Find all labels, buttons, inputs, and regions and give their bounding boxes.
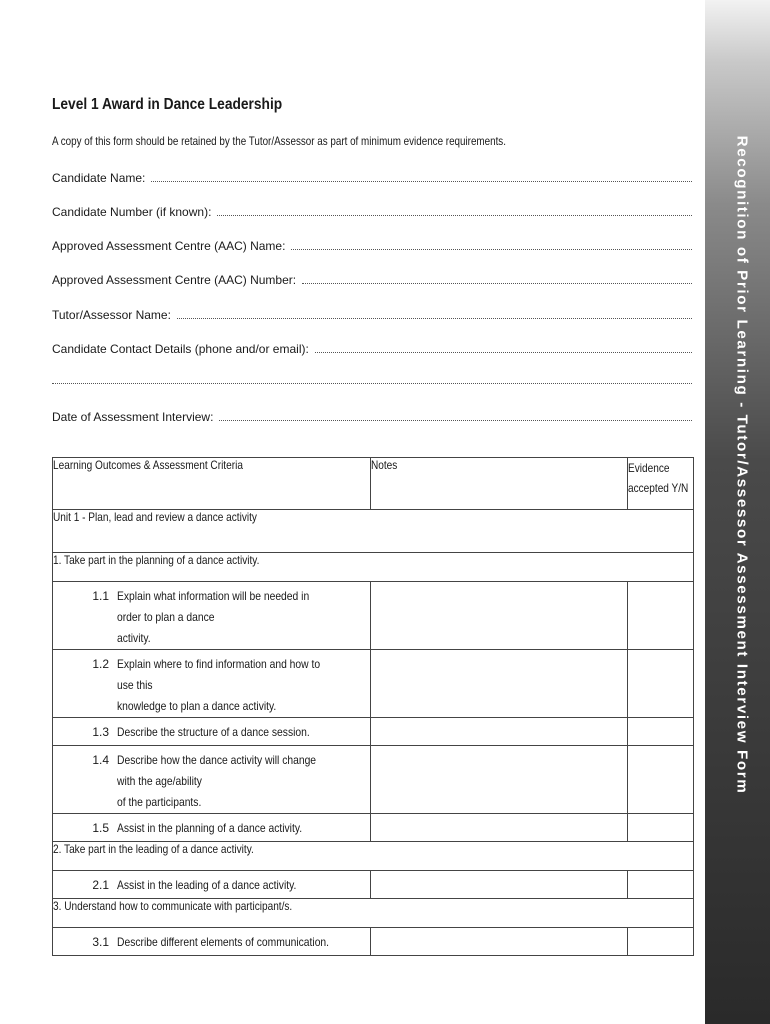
criterion-text: Describe different elements of communication. (117, 935, 330, 949)
criterion-number: 1.2 (92, 657, 109, 671)
criterion-text: Assist in the leading of a dance activity. (117, 878, 297, 892)
field-label: Candidate Contact Details (phone and/or email): (52, 342, 309, 356)
unit-title: Unit 1 - Plan, lead and review a dance activity (53, 510, 694, 553)
criterion-cell (53, 582, 371, 650)
dotted-line (151, 181, 692, 182)
table-header-row (53, 458, 694, 510)
criterion-number: 1.1 (92, 589, 109, 603)
criterion-text: of the participants. (117, 795, 202, 809)
evidence-cell[interactable] (628, 928, 694, 956)
notes-header: Notes (371, 458, 628, 510)
table-row (53, 871, 694, 899)
evidence-cell[interactable] (628, 582, 694, 650)
contact-details-field[interactable] (52, 338, 692, 356)
sidebar-title: Recognition of Prior Learning - Tutor/Assessor Assessment Interview Form (733, 135, 751, 795)
outcome-title: 1. Take part in the planning of a dance activity. (53, 553, 694, 582)
dotted-line (302, 283, 692, 284)
notes-cell[interactable] (371, 814, 628, 842)
evidence-cell[interactable] (628, 814, 694, 842)
criterion-text: knowledge to plan a dance activity. (117, 699, 277, 713)
field-label: Approved Assessment Centre (AAC) Name: (52, 239, 286, 253)
criterion-number: 2.1 (92, 878, 109, 892)
outcome-row (53, 899, 694, 928)
contact-details-continuation-line[interactable] (52, 383, 692, 384)
criterion-number: 1.5 (92, 821, 109, 835)
unit-row (53, 510, 694, 553)
notes-cell[interactable] (371, 746, 628, 814)
criterion-text: Explain where to find information and how to use this (117, 657, 321, 692)
evidence-cell[interactable] (628, 718, 694, 746)
table-row (53, 718, 694, 746)
notes-cell[interactable] (371, 871, 628, 899)
field-label: Date of Assessment Interview: (52, 410, 214, 424)
aac-name-field[interactable] (52, 235, 692, 253)
evidence-cell[interactable] (628, 746, 694, 814)
outcome-title: 2. Take part in the leading of a dance activity. (53, 842, 694, 871)
criterion-text: Describe how the dance activity will change with the age/ability (117, 753, 317, 788)
dotted-line (291, 249, 692, 250)
field-label: Candidate Name: (52, 171, 146, 185)
dotted-line (219, 420, 692, 421)
outcome-title: 3. Understand how to communicate with participant/s. (53, 899, 694, 928)
aac-number-field[interactable] (52, 269, 692, 287)
field-label: Tutor/Assessor Name: (52, 308, 171, 322)
notes-cell[interactable] (371, 582, 628, 650)
table-row (53, 746, 694, 814)
table-row (53, 814, 694, 842)
criterion-cell (53, 718, 371, 746)
criterion-text: activity. (117, 631, 151, 645)
evidence-cell[interactable] (628, 650, 694, 718)
candidate-number-field[interactable] (52, 201, 692, 219)
criterion-number: 1.4 (92, 753, 109, 767)
interview-date-field[interactable] (52, 406, 692, 424)
criterion-cell (53, 814, 371, 842)
page-title: Level 1 Award in Dance Leadership (52, 96, 283, 113)
intro-text: A copy of this form should be retained by the Tutor/Assessor as part of minimum evidence requirements. (52, 134, 506, 148)
criterion-text: Describe the structure of a dance session. (117, 725, 310, 739)
table-row (53, 650, 694, 718)
table-row (53, 582, 694, 650)
criterion-number: 3.1 (92, 935, 109, 949)
table-row (53, 928, 694, 956)
evidence-header: Evidence accepted Y/N (628, 458, 694, 510)
evidence-cell[interactable] (628, 871, 694, 899)
tutor-assessor-name-field[interactable] (52, 304, 692, 322)
dotted-line (315, 352, 692, 353)
criterion-number: 1.3 (92, 725, 109, 739)
notes-cell[interactable] (371, 650, 628, 718)
dotted-line (177, 318, 692, 319)
field-label: Candidate Number (if known): (52, 205, 212, 219)
criteria-table (52, 457, 694, 956)
criterion-cell (53, 746, 371, 814)
outcomes-header: Learning Outcomes & Assessment Criteria (53, 458, 371, 510)
notes-cell[interactable] (371, 718, 628, 746)
dotted-line (217, 215, 692, 216)
criterion-text: Assist in the planning of a dance activity. (117, 821, 303, 835)
field-label: Approved Assessment Centre (AAC) Number: (52, 273, 297, 287)
criterion-cell (53, 871, 371, 899)
outcome-row (53, 842, 694, 871)
criterion-text: Explain what information will be needed in order to plan a dance (117, 589, 310, 624)
criterion-cell (53, 650, 371, 718)
candidate-name-field[interactable] (52, 167, 692, 185)
notes-cell[interactable] (371, 928, 628, 956)
criterion-cell (53, 928, 371, 956)
outcome-row (53, 553, 694, 582)
